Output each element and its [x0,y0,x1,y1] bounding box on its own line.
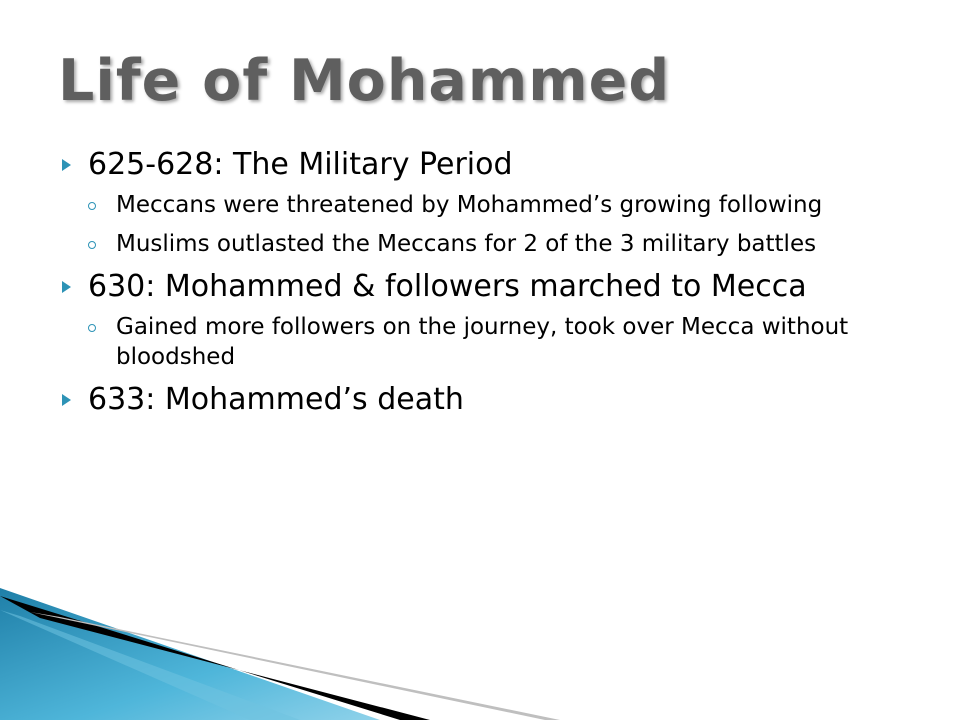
sub-bullet-text: Meccans were threatened by Mohammed’s growing following [116,192,823,218]
bullet-item [62,146,922,184]
bullet-text: 633: Mohammed’s death [88,382,464,417]
ring-bullet-icon [88,202,96,210]
bullet-text: 630: Mohammed & followers marched to Mecca [88,269,807,304]
bullet-item [62,381,922,419]
ring-bullet-icon [88,241,96,249]
swoosh-decoration [0,560,960,720]
bullet-item [62,268,922,306]
bullet-text: 625-628: The Military Period [88,147,513,182]
arrow-bullet-icon [62,394,71,406]
sub-bullet-item [62,229,922,259]
slide-title: Life of Mohammed [58,48,671,114]
arrow-bullet-icon [62,159,71,171]
arrow-bullet-icon [62,281,71,293]
sub-bullet-text: Gained more followers on the journey, took over Mecca without bloodshed [116,314,849,370]
sub-bullet-text: Muslims outlasted the Meccans for 2 of the 3 military battles [116,231,817,257]
sub-bullet-item [62,190,922,220]
slide-body [62,146,922,425]
blue-wedge [0,588,380,720]
sub-bullet-item [62,312,922,372]
ring-bullet-icon [88,324,96,332]
